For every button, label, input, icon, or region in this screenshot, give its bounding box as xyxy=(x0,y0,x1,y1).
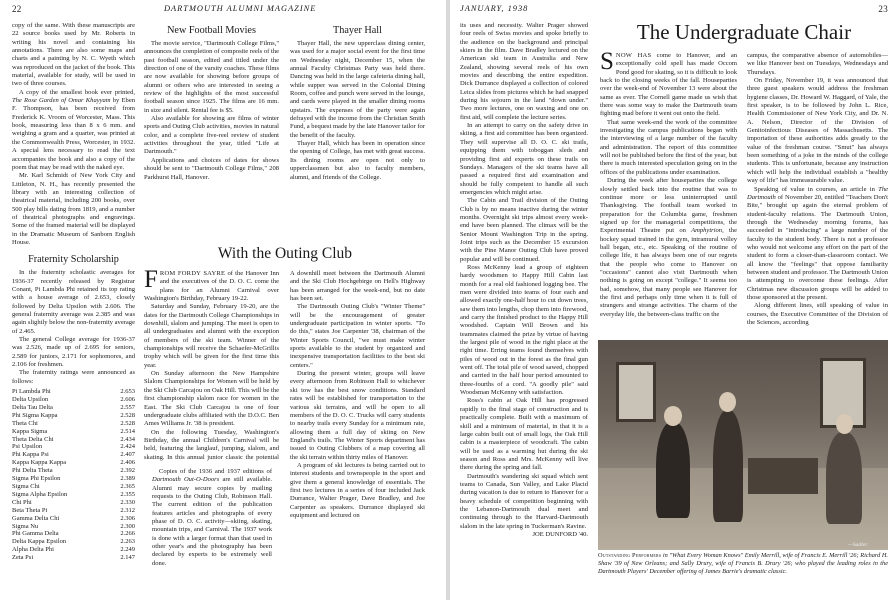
paragraph: Dartmouth's wandering ski squad which sent teams to Canada, Sun Valley, and Lake Placid during vacation is due to return to Hanover for a heavy schedule of competition beginning with the Lebanon-Dartmouth dual meet and continuing through to the Harvard-Dartmouth slalom in the late spring in Tuckerman's Ravine. xyxy=(460,472,588,530)
rating-row xyxy=(12,459,135,467)
paragraph: Thayer Hall, the new upperclass dining center, was used for a major social event for the first time on Wednesday night, December 15, when the annual Faculty Christmas Party was held there. Dancing was held in the large cafeteria dining hall, while supper was served in the Colonial Dining Room, coffee and punch were served in the lounge, and cards were played in the smaller dining rooms upstairs. The expenses of the party were again defrayed with the income from the Christian Smith Fund, a bequest made by the late Hanover tailor for the benefit of the faculty. xyxy=(290,40,425,139)
paragraph: On the following Tuesday, Washington's Birthday, the annual Children's Carnival will be held, featuring the langlauf, jumping, slalom, and skating. In this annual junior classic the potential xyxy=(144,428,279,461)
fraternity-name: Chi Phi xyxy=(12,498,32,506)
fraternity-average: 2.557 xyxy=(120,403,135,411)
chair-column-1 xyxy=(600,52,737,338)
rating-row xyxy=(12,530,135,538)
rating-row xyxy=(12,451,135,459)
fraternity-average: 2.306 xyxy=(120,514,135,522)
rating-row xyxy=(12,515,135,523)
fraternity-name: Gamma Delta Chi xyxy=(12,514,60,522)
fraternity-name: Phi Gamma Delta xyxy=(12,530,59,538)
fraternity-average: 2.392 xyxy=(120,467,135,475)
outing-column-b xyxy=(290,270,425,597)
paragraph: On Friday, November 19, it was announced that three guest speakers would address the freshman hygiene classes, Dr. Howard W. Haggard, of Yale, the first speaker, is to be followed by John L. Rice, Health Commissioner of New York City, and Dr. N. A. Nelson, Director of the Division of Genitoinfectious Diseases of Massachusetts. The importation of these authorities adds greatly to the value of the freshman course. "Smut" has always been something of a joke in the minds of the college students. This is unfortunate, because any instruction which will help the individual establish a "healthy way of life" has immeasurable value. xyxy=(747,77,888,185)
photo-head xyxy=(664,406,682,426)
fraternity-name: Phi Delta Theta xyxy=(12,467,53,475)
paragraph: During the present winter, groups will leave every afternoon from Robinson Hall to whichever ski tow has the best snow conditions. Standard rates will be established for transportation to the various ski terrains, and will be open to all members of the D. O. C. Trucks will carry students to nearby trails every Sunday for a minimum rate, allowing them a full day of skiing on New England's trails. The Winter Sports department has issued to Outing Clubbers of a map covering all the ski terrain within thirty miles of Hanover. xyxy=(290,370,425,461)
photo-table xyxy=(748,458,818,494)
fraternity-average: 2.330 xyxy=(120,498,135,506)
left-column-2-top xyxy=(144,22,279,244)
alumni-notice-box xyxy=(152,468,272,593)
paragraph: its uses and necessity. Walter Prager showed four reels of Swiss movies and spoke briefly to the audience on the background and principal skiers in the film. Dave Bradley lectured on the American ski team in Australia and New Zealand, showing several reels of his own movies and describing the entire expedition. Dick Durrance displayed a collection of colored Leica slides from pictures which he had snapped during his sojourn in the land "down under." Two more lectures, one on waxing and one on first aid, will complete the lecture series. xyxy=(460,22,588,121)
fraternity-name: Sigma Alpha Epsilon xyxy=(12,490,68,498)
section-title-thayer-hall: Thayer Hall xyxy=(333,25,382,36)
rating-row xyxy=(12,483,135,491)
left-column-1 xyxy=(12,22,135,597)
rating-row xyxy=(12,546,135,554)
fraternity-average: 2.407 xyxy=(120,451,135,459)
paragraph: Also available for showing are films of winter sports and Outing Club activities, movies in natural color, and a complete five-reel review of student activities throughout the year, titled "Life at Dartmouth." xyxy=(144,115,279,156)
photo-figure-woman-right xyxy=(826,432,862,524)
fraternity-average: 2.606 xyxy=(120,396,135,403)
fraternity-name: Psi Upsilon xyxy=(12,443,43,451)
fraternity-average: 2.653 xyxy=(120,388,135,396)
rating-row xyxy=(12,523,135,531)
paragraph: The general College average for 1936-37 was 2.526, made up of 2.695 for seniors, 2.589 for juniors, 2.171 for sophomores, and 2.106 for freshmen. xyxy=(12,336,135,369)
section-title-fraternity: Fraternity Scholarship xyxy=(28,254,119,266)
fraternity-name: Theta Delta Chi xyxy=(12,435,54,443)
fraternity-name: Sigma Chi xyxy=(12,482,40,490)
fraternity-average: 2.266 xyxy=(120,530,135,538)
fraternity-name: Delta Kappa Epsilon xyxy=(12,538,67,546)
paragraph: Along different lines, still speaking of value in courses, the Executive Committee of the Division of the Sciences, according xyxy=(747,302,888,326)
photo-window xyxy=(616,362,656,422)
left-column-3-top xyxy=(290,22,425,244)
fraternity-average: 2.263 xyxy=(120,538,135,546)
fraternity-ratings-table xyxy=(12,388,135,562)
paragraph: A downhill meet between the Dartmouth Alumni and the Ski Club Hochgebirge on Hell's Highway has been arranged for the week-end, but no date has been set. xyxy=(290,270,425,303)
byline-signature: JOE DUNFORD '40. xyxy=(532,530,588,538)
paragraph: Copies of the 1936 and 1937 editions of Dartmouth Out-O-Doors are still available. Alumni may secure copies by mailing requests to the Outing Club, Robinson Hall. The current edition of the publication features articles and photographs of every phase of D. O. C. activity—skiing, skating, mountain trips, and Carnival. The 1937 work is done with a larger format than that used in other year's and the photography has been declared by experts to be extremely well done. xyxy=(152,468,272,567)
fraternity-name: Kappa Kappa Kappa xyxy=(12,459,67,467)
right-page-header xyxy=(460,4,888,13)
rating-row xyxy=(12,396,135,404)
section-title-football-movies: New Football Movies xyxy=(167,25,256,36)
drop-cap: F xyxy=(144,270,158,293)
photo-figure-standing-man xyxy=(713,410,743,522)
paragraph: In an attempt to carry on the safety drive in skiing, a first aid committee has been organized. They will supervise all D. O. C. ski trails, equipping them with toboggan sleds and providing first aid experts on these trails on Sundays. Managers of the ski teams have all passed a required first aid examination and should be fully competent to handle all such emergencies which might arise. xyxy=(460,122,588,196)
paragraph: A copy of the smallest book ever printed, The Rose Garden of Omar Khayyam by Eben F. Thompson, has been received from Frederick K. Vroom of Worcester, Mass. This book, measuring less than 8 x 6 mm. and weighing a gram and a quarter, was printed at the Commonwealth Press, Worcester, in 1932. A special lens necessary to read the text accompanies the book and also a copy of the poem that may be read with the naked eye. xyxy=(12,88,135,171)
paragraph: A program of ski lectures is being carried out to interest students and townspeople in the sport and give them a general knowledge of essentials. The first two lectures in a series of four included Jack Durrance, Walter Prager, Dave Bradley, and Joe Carpenter as speakers. Durrance displayed ski equipment and lectured on xyxy=(290,461,425,519)
fraternity-average: 2.312 xyxy=(120,506,135,514)
paragraph: The fraternity ratings were announced as follows: xyxy=(12,369,135,385)
fraternity-average: 2.528 xyxy=(120,411,135,419)
left-page-header xyxy=(12,4,437,14)
undergraduate-chair-title: The Undergraduate Chair xyxy=(636,20,852,44)
paragraph: In the fraternity scholastic averages for 1936-37 recently released by Registrar Conant, Pi Lambda Phi retained its top rating with a house average of 2.653, closely followed by Delta Upsilon with 2.606. The general fraternity average was 2.385 and was again slightly below the non-fraternity average of 2.465. xyxy=(12,269,135,335)
fraternity-average: 2.406 xyxy=(120,459,135,467)
running-head-left: DARTMOUTH ALUMNI MAGAZINE xyxy=(164,4,317,13)
paragraph: The movie service, "Dartmouth College Films," announces the completion of composite reels of the past football season, edited and titled under the direction of one of the varsity coaches. These films are now available for showing before groups of alumni or others who are interested in seeing a review of the highlights of the most successful football season since 1925. The films are 16 mm. in size and silent. Rental fee is $5. xyxy=(144,40,279,114)
photo-credit: —Sadler. xyxy=(848,542,869,548)
fraternity-name: Delta Upsilon xyxy=(12,396,49,403)
rating-row xyxy=(12,467,135,475)
fraternity-name: Phi Kappa Psi xyxy=(12,451,49,459)
left-page xyxy=(0,0,446,600)
paragraph: FROM FORDY SAYRE of the Hanover Inn and the executives of the D. O. C. come the plans for an Alumni Carnival over Washington's Birthday, February 19-22. xyxy=(144,270,279,303)
fraternity-average: 2.434 xyxy=(120,435,135,443)
fraternity-name: Beta Theta Pi xyxy=(12,506,48,514)
page-number-left: 22 xyxy=(12,4,22,14)
fraternity-name: Phi Sigma Kappa xyxy=(12,411,58,419)
fraternity-name: Sigma Nu xyxy=(12,522,39,530)
rating-row xyxy=(12,443,135,451)
fraternity-average: 2.355 xyxy=(120,490,135,498)
stage-photograph xyxy=(598,340,888,550)
rating-row xyxy=(12,554,135,562)
paragraph: Thayer Hall, which has been in operation since the opening of College, has met with great success. Its dining rooms are open not only to upperclassmen but also to faculty members, alumni, and friends of the College. xyxy=(290,140,425,181)
rating-row xyxy=(12,404,135,412)
rating-row xyxy=(12,436,135,444)
rating-row xyxy=(12,420,135,428)
fraternity-name: Alpha Delta Phi xyxy=(12,546,54,554)
paragraph: During the week after houseparties the college slowly settled back into the routine that was to continue more or less uninterrupted until Thanksgiving. The football team worked in preparation for the Columbia game, freshmen signed up for the managerial competitions, the Experimental Theatre put on Amphytrion, the hockey squad trained in the gym, intramural volley ball began, etc., etc. Speaking of the routine of college life, it has always been one of our regrets that the people who come to Hanover on "occasions" cannot also visit Dartmouth when nothing is going on except "college." It seems too bad, somehow, that many people see Hanover for the first and perhaps only time when it is full of strangers and strange activities. The charm of the everyday life, the between-class traffic on the xyxy=(600,177,737,318)
fraternity-name: Pi Lambda Phi xyxy=(12,388,51,396)
fraternity-average: 2.389 xyxy=(120,475,135,483)
fraternity-average: 2.528 xyxy=(120,419,135,427)
fraternity-name: Zeta Psi xyxy=(12,554,34,562)
fraternity-average: 2.300 xyxy=(120,522,135,530)
fraternity-average: 2.365 xyxy=(120,482,135,490)
fraternity-name: Kappa Sigma xyxy=(12,427,48,435)
paragraph: On Sunday afternoon the New Hampshire Slalom Championships for Women will be held by the Ski Club Carcajou on Oak Hill. This will be the first championship slalom race for women in the East. The Ski Club Carcajou is one of four undergraduate clubs affiliated with the D.O.C. Ben Ames Williams Jr. '38 is president. xyxy=(144,370,279,428)
photo-head xyxy=(836,414,853,434)
paragraph: Speaking of value in courses, an article in The Dartmouth of November 20, entitled "Teachers Don't Bite," brought up again the eternal problem of student-faculty relations. The Dartmouth Union, through the Wednesday morning forums, has succeeded in "introducing" a large number of the faculty to the student body. There is not a professor who would not welcome any effort on the part of the student to form a closer-than-classroom contact. We all know the "feelings" that oppose familiarity between student and professor. The Dartmouth Union is attempting to overcome these feelings. After Christmas new discussion groups will be added to those sponsored at the present. xyxy=(747,185,888,301)
photo-head xyxy=(719,392,736,412)
paragraph: SNOW HAS come to Hanover, and an exceptionally cold spell has made Occom Pond good for skating, so it is difficult to look back to the closing weeks of the fall. Houseparties over the week-end of November 13 were about the same as ever. The Cornell game made us wish that there was some way to make the Dartmouth team fighting mad before it went out onto the field. xyxy=(600,52,737,118)
outing-column-a xyxy=(144,270,279,462)
photo-caption: Outstanding Performers in "What Every Woman Knows" Emily Merrill, wife of Francis E. Merrill '26; Richard H. Shaw '39 of New Orleans; and Sally Drury, wife of Francis B. Drury '26; who played the leading roles in the Dartmouth Players' December offering of James Barrie's dramatic classic. xyxy=(598,552,888,575)
paragraph: Ross's cabin at Oak Hill has progressed rapidly to the final stage of construction and is practically complete. Built with a maximum of skill and a minimum of material, in that it is a large cabin built out of small logs, the Oak Hill cabin is a masterpiece of woodcraft. The cabin will be used as a warming hut during the ski season and Ross and Mrs. McKenny will live there during the spring and fall. xyxy=(460,397,588,472)
rating-row xyxy=(12,412,135,420)
fraternity-name: Theta Chi xyxy=(12,419,38,427)
paragraph: Saturday and Sunday, February 19-20, are the dates for the Dartmouth College Championships in downhill, slalom and jumping. The meet is open to all undergraduates and alumni with the exception of members of the ski team. Winner of the championships will receive the Schaefer-McGrillis trophy which will be given for the first time this year. xyxy=(144,303,279,369)
paragraph: The Dartmouth Outing Club's "Winter Theme" will be the encouragement of greater undergraduate participation in winter sports. "To do this," states Joe Carpenter '38, chairman of the Winter Sports Council, "we must make winter sports available to the student by organized and inexpensive transportation facilities to the best ski centers." xyxy=(290,303,425,369)
drop-cap: S xyxy=(600,52,614,75)
paragraph: Applications and choices of dates for shows should be sent to "Dartmouth College Films," 208 Parkhurst Hall, Hanover. xyxy=(144,156,279,181)
outing-continuation-column xyxy=(460,22,588,597)
page-number-right: 23 xyxy=(878,4,888,14)
fraternity-average: 2.147 xyxy=(120,554,135,562)
paragraph: That same week-end the work of the committee investigating the campus publications began with the interviewing of a large number of the faculty and administration. The report of this committee will not be published before the first of the year, but there is much interested speculation going on in the offices of the publications under examination. xyxy=(600,118,737,176)
fraternity-name: Delta Tau Delta xyxy=(12,403,53,411)
rating-row xyxy=(12,428,135,436)
paragraph: The Cabin and Trail division of the Outing Club is by no means inactive during the winter months. Overnight ski trips almost every week-end have been planned. The climax will be the Senior Mount Washington Trip in the spring. Joint trips such as the December 15 excursion with the Pine Manor Outing Club have proved popular and will be continued. xyxy=(460,197,588,263)
fraternity-average: 2.514 xyxy=(120,427,135,435)
paragraph: campus, the comparative absence of automobiles—we like Hanover best on Tuesdays, Wednesdays and Thursdays. xyxy=(747,52,888,76)
paragraph: Ross McKenny lead a group of eighteen hardy woodsmen to Happy Hill Cabin last month for a real old fashioned logging bee. The men were divided into teams of four each and allowed exactly one-half hour to cut down trees, saw them into lengths, chop them into firewood, and carry the finished product to the Happy Hill woodshed. Captain Will Brown and his teammates claimed the prize by virtue of having the largest pile of wood in the right place at the right time. Erring teams found themselves with piles of wood out in the forest as the final gun went off. The total pile of wood sawed, chopped and carried in the half hour period amounted to three-fourths of a cord. "A goodly pile" said Woodsman McKenny with satisfaction. xyxy=(460,263,588,397)
fraternity-average: 2.424 xyxy=(120,443,135,451)
paragraph: copy of the same. With these manuscripts are 22 source books used by Mr. Roberts in writing his novel and containing his annotations. There are also some maps and charts and a painting by N. C. Wyeth which was reproduced on the jacket of the book. This material, available for study, will be used in two of three courses. xyxy=(12,22,135,88)
fraternity-average: 2.249 xyxy=(120,546,135,554)
rating-row xyxy=(12,388,135,396)
fraternity-name: Sigma Phi Epsilon xyxy=(12,475,61,483)
rating-row xyxy=(12,499,135,507)
running-head-right: JANUARY, 1938 xyxy=(460,4,529,13)
rating-row xyxy=(12,475,135,483)
rating-row xyxy=(12,538,135,546)
rating-row xyxy=(12,507,135,515)
photo-figure-seated-woman xyxy=(656,422,690,518)
rating-row xyxy=(12,491,135,499)
outing-club-title: With the Outing Club xyxy=(217,245,353,262)
chair-column-2 xyxy=(747,52,888,338)
paragraph: Mr. Karl Schmidt of New York City and Littleton, N. H., has recently presented the library with an interesting collection of theatrical material, including 200 books, over 500 play bills dating from 1819, and a number of theatrical photographs and engravings. Some of the framed material will be displayed in the Dramatic Museum of Sanborn English House. xyxy=(12,172,135,246)
